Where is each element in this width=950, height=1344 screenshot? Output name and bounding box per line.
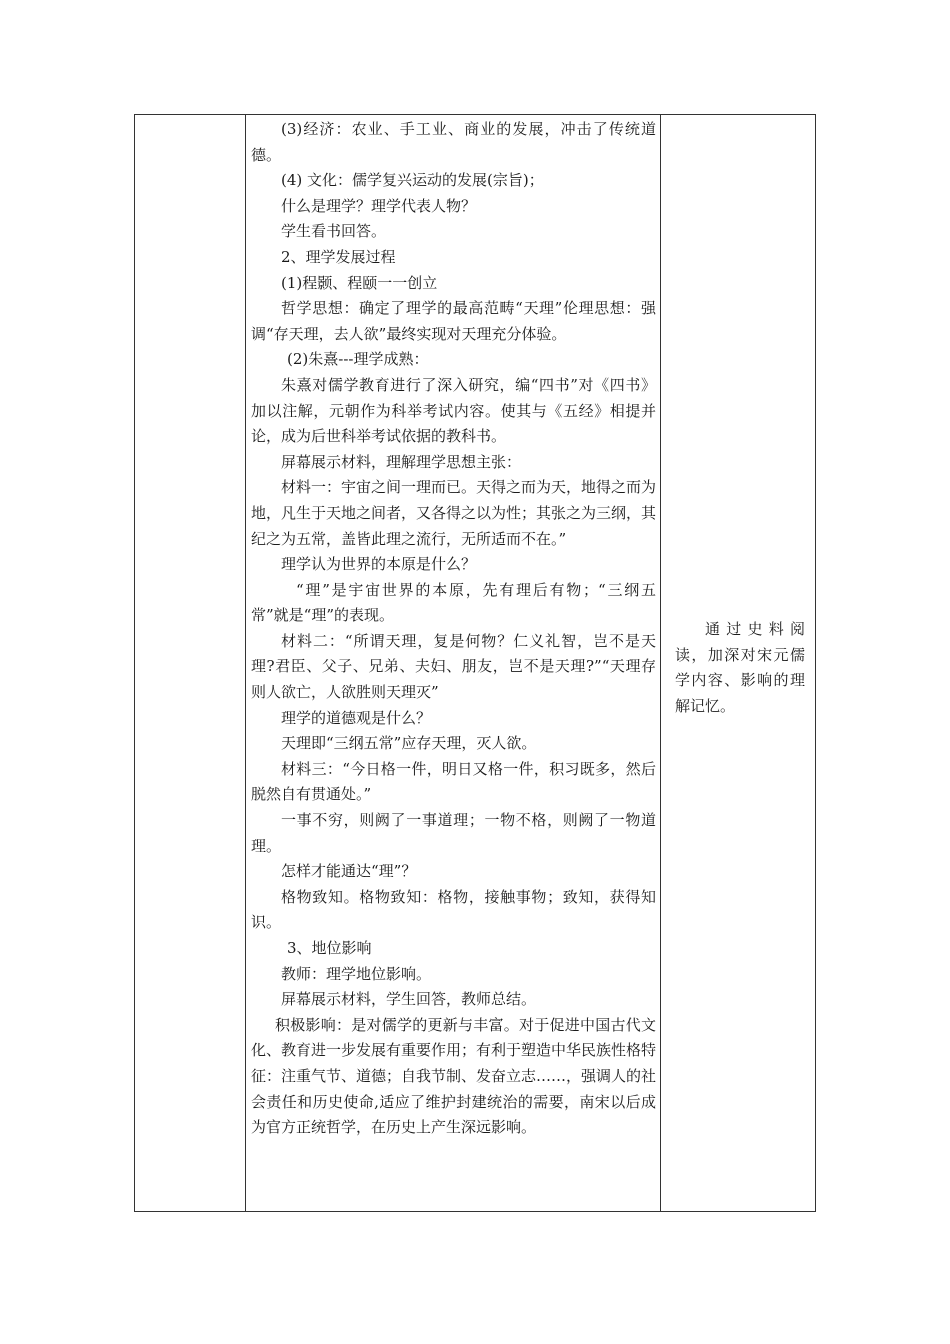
subheading-cheng-brothers: (1)程颢、程颐一一创立 [281,273,438,292]
material-three: 材料三：“今日格一件，明日又格一件，积习既多，然后脱然自有贯通处。” [251,759,656,804]
teacher-note: 教师：理学地位影响。 [281,964,432,983]
column-divider-left [245,115,246,1211]
answer-morality: 天理即“三纲五常”应存天理，灭人欲。 [281,734,537,753]
answer-how-to-reach: 格物致知。格物致知：格物，接触事物；致知，获得知识。 [251,887,656,932]
lesson-table [134,114,816,1212]
column-divider-right [660,115,661,1211]
material-display-note: 屏幕展示材料，理解理学思想主张： [281,452,522,471]
student-reading-note: 学生看书回答。 [281,222,387,241]
question-morality: 理学的道德观是什么？ [281,708,432,727]
material-two: 材料二：“所谓天理，复是何物？仁义礼智，岂不是天理?君臣、父子、兄弟、夫妇、朋友，岂不是天理?”“天理存则人欲亡，人欲胜则天理灭” [251,631,656,702]
material-one: 材料一：宇宙之间一理而已。天得之而为天，地得之而为地，凡生于天地之间者，又各得之以为性；其张之为三纲，其纪之为五常，盖皆此理之流行，无所适而不在。” [251,478,657,548]
question-origin: 理学认为世界的本原是什么？ [281,555,477,574]
culture-paragraph: (4) 文化：儒学复兴运动的发展(宗旨)； [281,171,544,190]
subheading-zhu-xi: (2)朱熹---理学成熟： [287,350,429,369]
design-intent-cell [675,617,805,719]
economy-paragraph: (3)经济：农业、手工业、商业的发展，冲击了传统道德。 [251,120,656,164]
section-heading-influence: 3、地位影响 [287,939,372,957]
material-three-explanation: 一事不穷，则阙了一事道理；一物不格，则阙了一物道理。 [251,811,656,855]
teaching-content-cell [251,117,656,1141]
question-what-is-lixue: 什么是理学？理学代表人物？ [281,196,477,215]
positive-influence-paragraph: 积极影响：是对儒学的更新与丰富。对于促进中国古代文化、教育进一步发展有重要作用；有利于塑造中华民族性格特征：注重气节、道德；自我节制、发奋立志……，强调人的社会责任和历史使命,适应了维护封建统治的需要，南宋以后成为官方正统哲学，在历史上产生深远影响。 [251,1015,657,1137]
question-how-to-reach: 怎样才能通达“理”？ [281,862,417,881]
philosophy-paragraph: 哲学思想：确定了理学的最高范畴“天理”伦理思想：强调“存天理，去人欲”最终实现对天理充分体验。 [251,299,656,343]
display-summary-note: 屏幕展示材料，学生回答，教师总结。 [281,990,537,1009]
answer-origin: “理”是宇宙世界的本原，先有理后有物；“三纲五常”就是“理”的表现。 [251,580,656,625]
section-heading-development: 2、理学发展过程 [281,247,396,266]
design-intent-text: 通过史料阅读，加深对宋元儒学内容、影响的理解记忆。 [675,620,805,715]
zhu-xi-paragraph: 朱熹对儒学教育进行了深入研究，编“四书”对《四书》加以注解，元朝作为科举考试内容。使其与《五经》相提并论，成为后世科举考试依据的教科书。 [251,375,656,446]
